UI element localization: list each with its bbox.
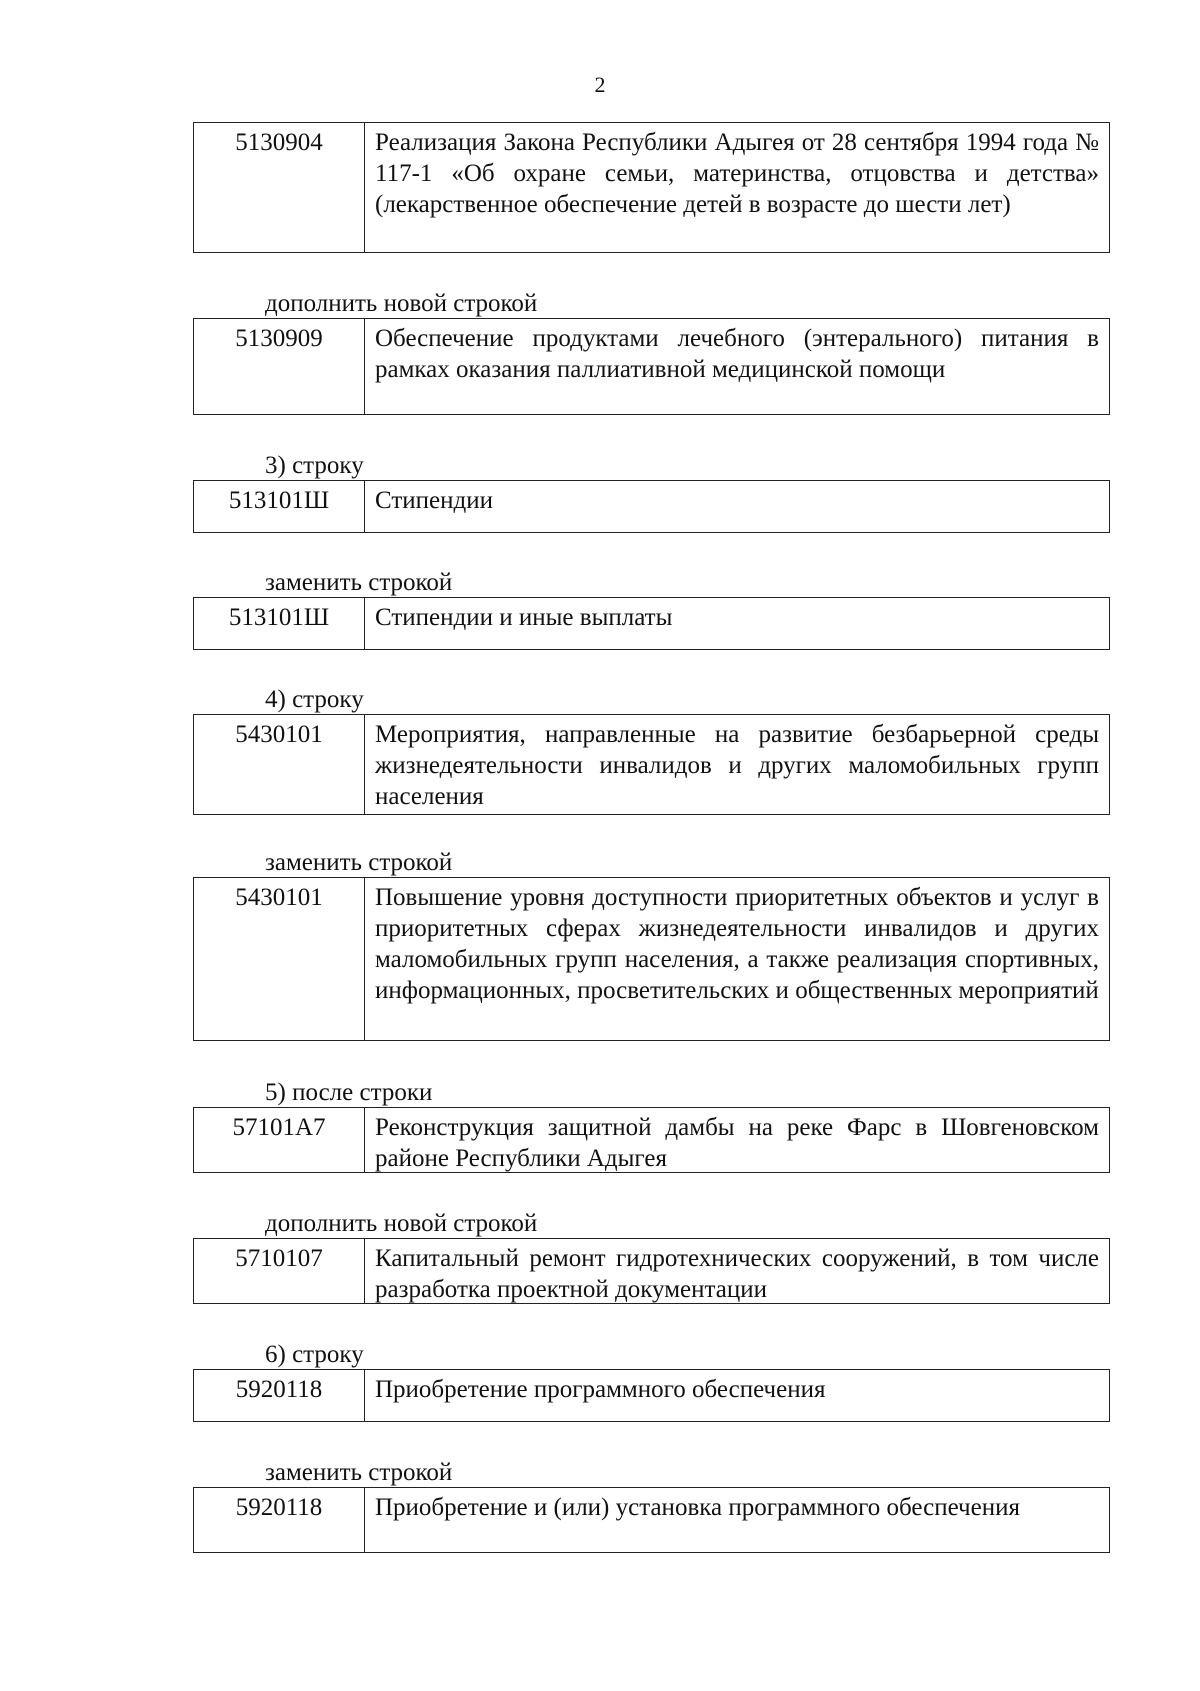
table-row (193, 597, 1110, 650)
row-code: 5430101 (194, 715, 365, 814)
page-number: 2 (594, 72, 606, 97)
amendment-block (193, 1210, 1110, 1304)
row-description: Приобретение программного обеспечения (375, 1376, 826, 1403)
table-row (193, 877, 1110, 1041)
row-description: Стипендии и иные выплаты (375, 604, 673, 631)
row-code: 57101А7 (194, 1108, 365, 1172)
amendment-block (193, 686, 1110, 815)
row-description: Приобретение и (или) установка программного обеспечения (375, 1494, 1020, 1521)
row-description: Реализация Закона Республики Адыгея от 28 сентября 1994 года № 117-1 «Об охране семьи, материнства, отцовства и детства» (лекарственное обеспечение детей в возрасте до шести лет) (375, 129, 1099, 218)
amendment-block (193, 290, 1110, 415)
instruction-text: 5) после строки (265, 1079, 433, 1106)
table-row (193, 1369, 1110, 1422)
table-row (193, 1238, 1110, 1304)
amendment-block (193, 1341, 1110, 1422)
row-code: 5130904 (194, 123, 365, 252)
row-code: 5130909 (194, 319, 365, 414)
table-row (193, 318, 1110, 415)
row-code: 513101Ш (194, 481, 365, 532)
table-row (193, 480, 1110, 533)
row-description: Реконструкция защитной дамбы на реке Фарс в Шовгеновском районе Республики Адыгея (375, 1114, 1099, 1172)
row-code: 5920118 (194, 1488, 365, 1552)
amendment-block (193, 452, 1110, 533)
row-description: Стипендии (375, 487, 493, 514)
instruction-text: дополнить новой строкой (265, 1210, 538, 1237)
instruction-text: 4) строку (265, 686, 364, 713)
amendment-block (193, 569, 1110, 650)
row-description: Обеспечение продуктами лечебного (энтерального) питания в рамках оказания паллиативной медицинской помощи (375, 325, 1099, 383)
row-description: Мероприятия, направленные на развитие безбарьерной среды жизнедеятельности инвалидов и других маломобильных групп населения (375, 721, 1099, 810)
row-code: 5710107 (194, 1239, 365, 1303)
instruction-text: дополнить новой строкой (265, 290, 538, 317)
instruction-text: заменить строкой (265, 569, 453, 596)
row-description: Капитальный ремонт гидротехнических сооружений, в том числе разработка проектной документации (375, 1245, 1099, 1303)
amendment-block (193, 1079, 1110, 1173)
table-row (193, 714, 1110, 815)
instruction-text: 3) строку (265, 452, 364, 479)
instruction-text: заменить строкой (265, 1459, 453, 1486)
row-description: Повышение уровня доступности приоритетных объектов и услуг в приоритетных сферах жизнедеятельности инвалидов и других маломобильных групп населения, а также реализация спортивных, информационных, просветительских и общественных мероприятий (375, 884, 1099, 1004)
table-row (193, 1107, 1110, 1173)
table-row (193, 1487, 1110, 1553)
amendment-block (193, 1459, 1110, 1553)
table-row (193, 122, 1110, 253)
amendment-block (193, 122, 1110, 253)
instruction-text: заменить строкой (265, 849, 453, 876)
row-code: 513101Ш (194, 598, 365, 649)
row-code: 5430101 (194, 878, 365, 1040)
amendment-block (193, 849, 1110, 1041)
instruction-text: 6) строку (265, 1341, 364, 1368)
row-code: 5920118 (194, 1370, 365, 1421)
